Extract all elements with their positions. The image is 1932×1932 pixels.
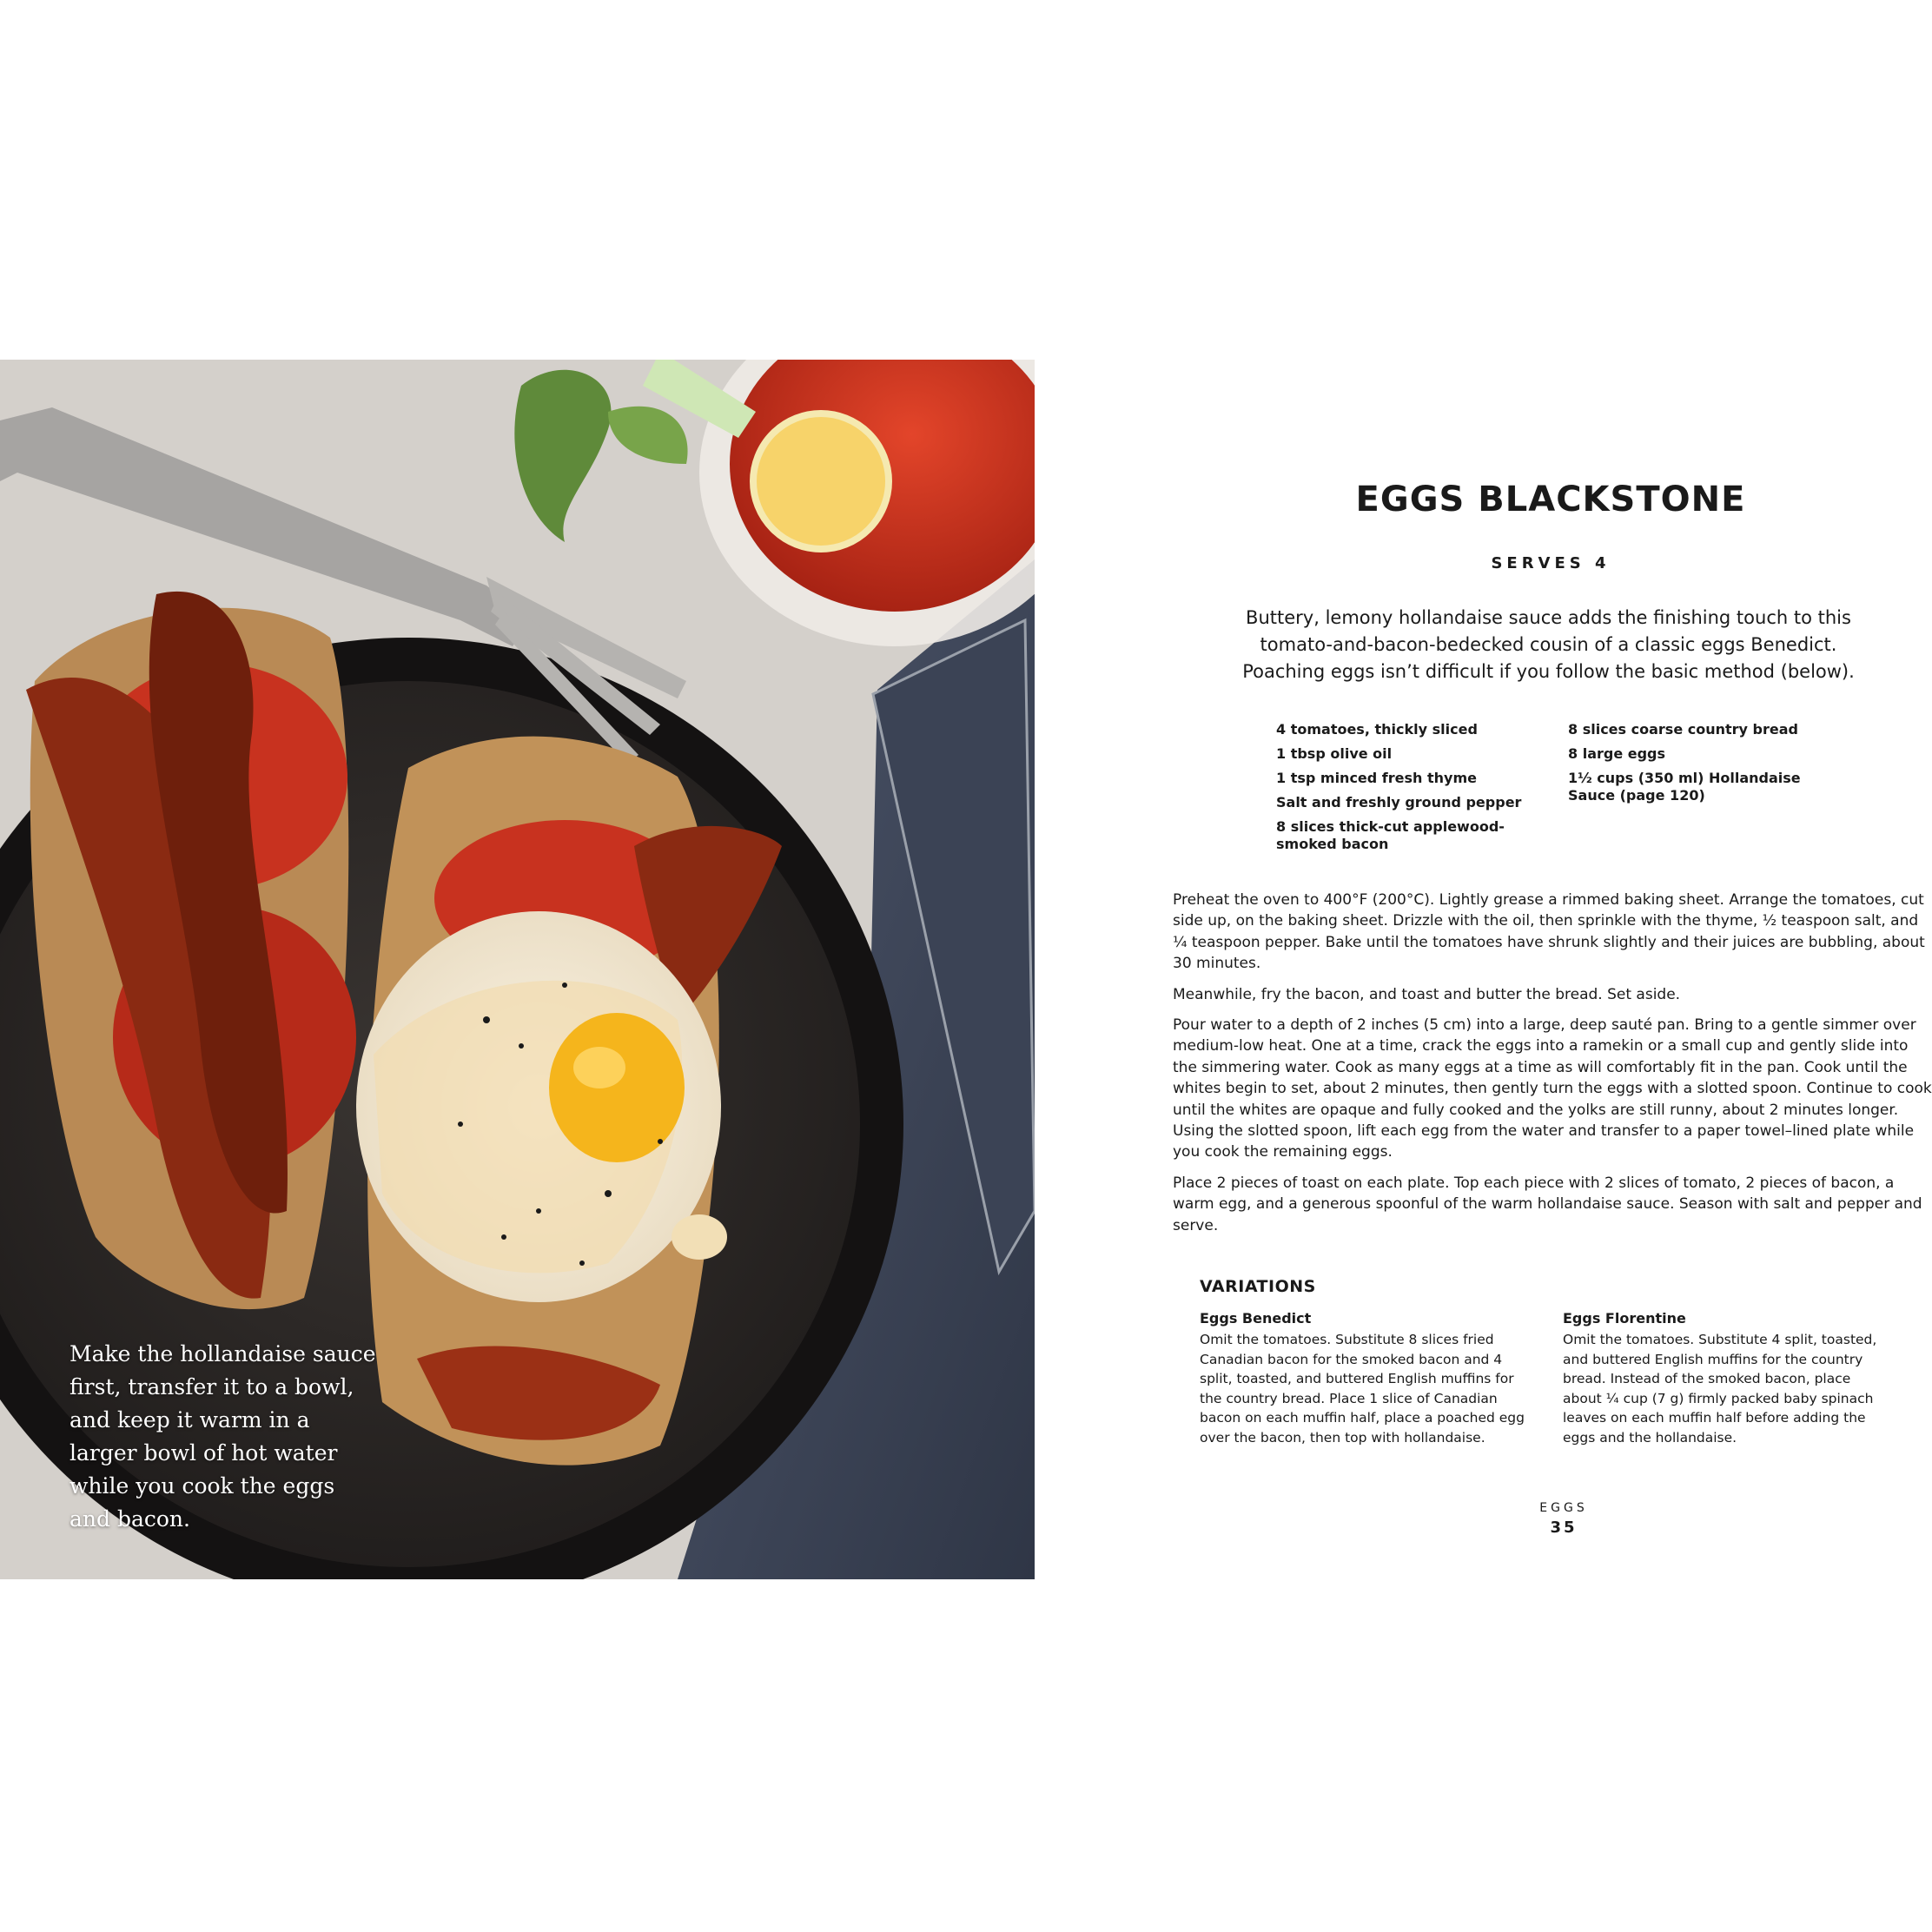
page-number: 35: [1550, 1518, 1578, 1537]
method-steps: [1173, 890, 1932, 1246]
ingredients-left-column: [1276, 721, 1545, 860]
ingredients-right-column: [1568, 721, 1846, 811]
recipe-title: EGGS BLACKSTONE: [1355, 480, 1746, 519]
ingredient-item: 1 tbsp olive oil: [1276, 745, 1393, 762]
ingredient-item: 8 slices coarse country bread: [1568, 721, 1798, 738]
recipe-page: [1121, 0, 1932, 1932]
variations-heading: VARIATIONS: [1200, 1277, 1316, 1296]
ingredient-item: 8 slices thick-cut applewood-smoked bacon: [1276, 818, 1505, 852]
recipe-photo: [0, 360, 1035, 1579]
variation-title: Eggs Benedict: [1200, 1310, 1312, 1327]
serves-label: SERVES 4: [1491, 554, 1611, 572]
method-paragraph: Meanwhile, fry the bacon, and toast and butter the bread. Set aside.: [1173, 985, 1681, 1003]
photo-caption: Make the hollandaise sauce first, transfer it to a bowl, and keep it warm in a larger bowl of hot water while you cook the eggs and bacon.: [69, 1341, 376, 1532]
method-paragraph: Pour water to a depth of 2 inches (5 cm) into a large, deep sauté pan. Bring to a gentle simmer over medium-low heat. One at a time, crack the eggs into a ramekin or a small cup and gently slide into the simmering water. Cook as many eggs at a time as will comfortably fit in the pan. Cook until the whites begin to set, about 2 minutes, then gently turn the eggs with a slotted spoon. Continue to cook until the whites are opaque and fully cooked and the yolks are still runny, about 2 minutes longer. Using the slotted spoon, lift each egg from the water and transfer to a paper towel–lined plate while you cook the remaining eggs.: [1173, 1016, 1932, 1161]
folio-section-label: EGGS: [1539, 1501, 1588, 1515]
ingredient-item: 1 tsp minced fresh thyme: [1276, 770, 1477, 786]
ingredient-item: 4 tomatoes, thickly sliced: [1276, 721, 1478, 738]
variation-eggs-benedict: [1200, 1310, 1530, 1448]
method-paragraph: Preheat the oven to 400°F (200°C). Lightly grease a rimmed baking sheet. Arrange the tomatoes, cut side up, on the baking sheet. Drizzle with the oil, then sprinkle with the thyme, ½ teaspoon salt, and ¼ teaspoon pepper. Bake until the tomatoes have shrunk slightly and their juices are bubbling, about 30 minutes.: [1173, 891, 1925, 973]
variation-text: Omit the tomatoes. Substitute 8 slices fried Canadian bacon for the smoked bacon and 4 split, toasted, and buttered English muffins for the country bread. Place 1 slice of Canadian bacon on each muffin half, place a poached egg over the bacon, then top with hollandaise.: [1200, 1332, 1525, 1446]
variation-eggs-florentine: [1563, 1310, 1893, 1448]
method-paragraph: Place 2 pieces of toast on each plate. Top each piece with 2 slices of tomato, 2 pieces of bacon, a warm egg, and a generous spoonful of the warm hollandaise sauce. Season with salt and pepper and serve.: [1173, 1174, 1922, 1234]
variation-text: Omit the tomatoes. Substitute 4 split, toasted, and buttered English muffins for the country bread. Instead of the smoked bacon, place about ¼ cup (7 g) firmly packed baby spinach leaves on each muffin half before adding the eggs and the hollandaise.: [1563, 1332, 1877, 1446]
ingredient-item: 1½ cups (350 ml) Hollandaise Sauce (page 120): [1568, 770, 1801, 804]
recipe-intro: Buttery, lemony hollandaise sauce adds the finishing touch to this tomato-and-bacon-bedecked cousin of a classic eggs Benedict. Poaching eggs isn’t difficult if you follow the basic method (below).: [1242, 607, 1855, 682]
variation-title: Eggs Florentine: [1563, 1310, 1686, 1327]
ingredient-item: Salt and freshly ground pepper: [1276, 794, 1522, 811]
ingredient-item: 8 large eggs: [1568, 745, 1666, 762]
